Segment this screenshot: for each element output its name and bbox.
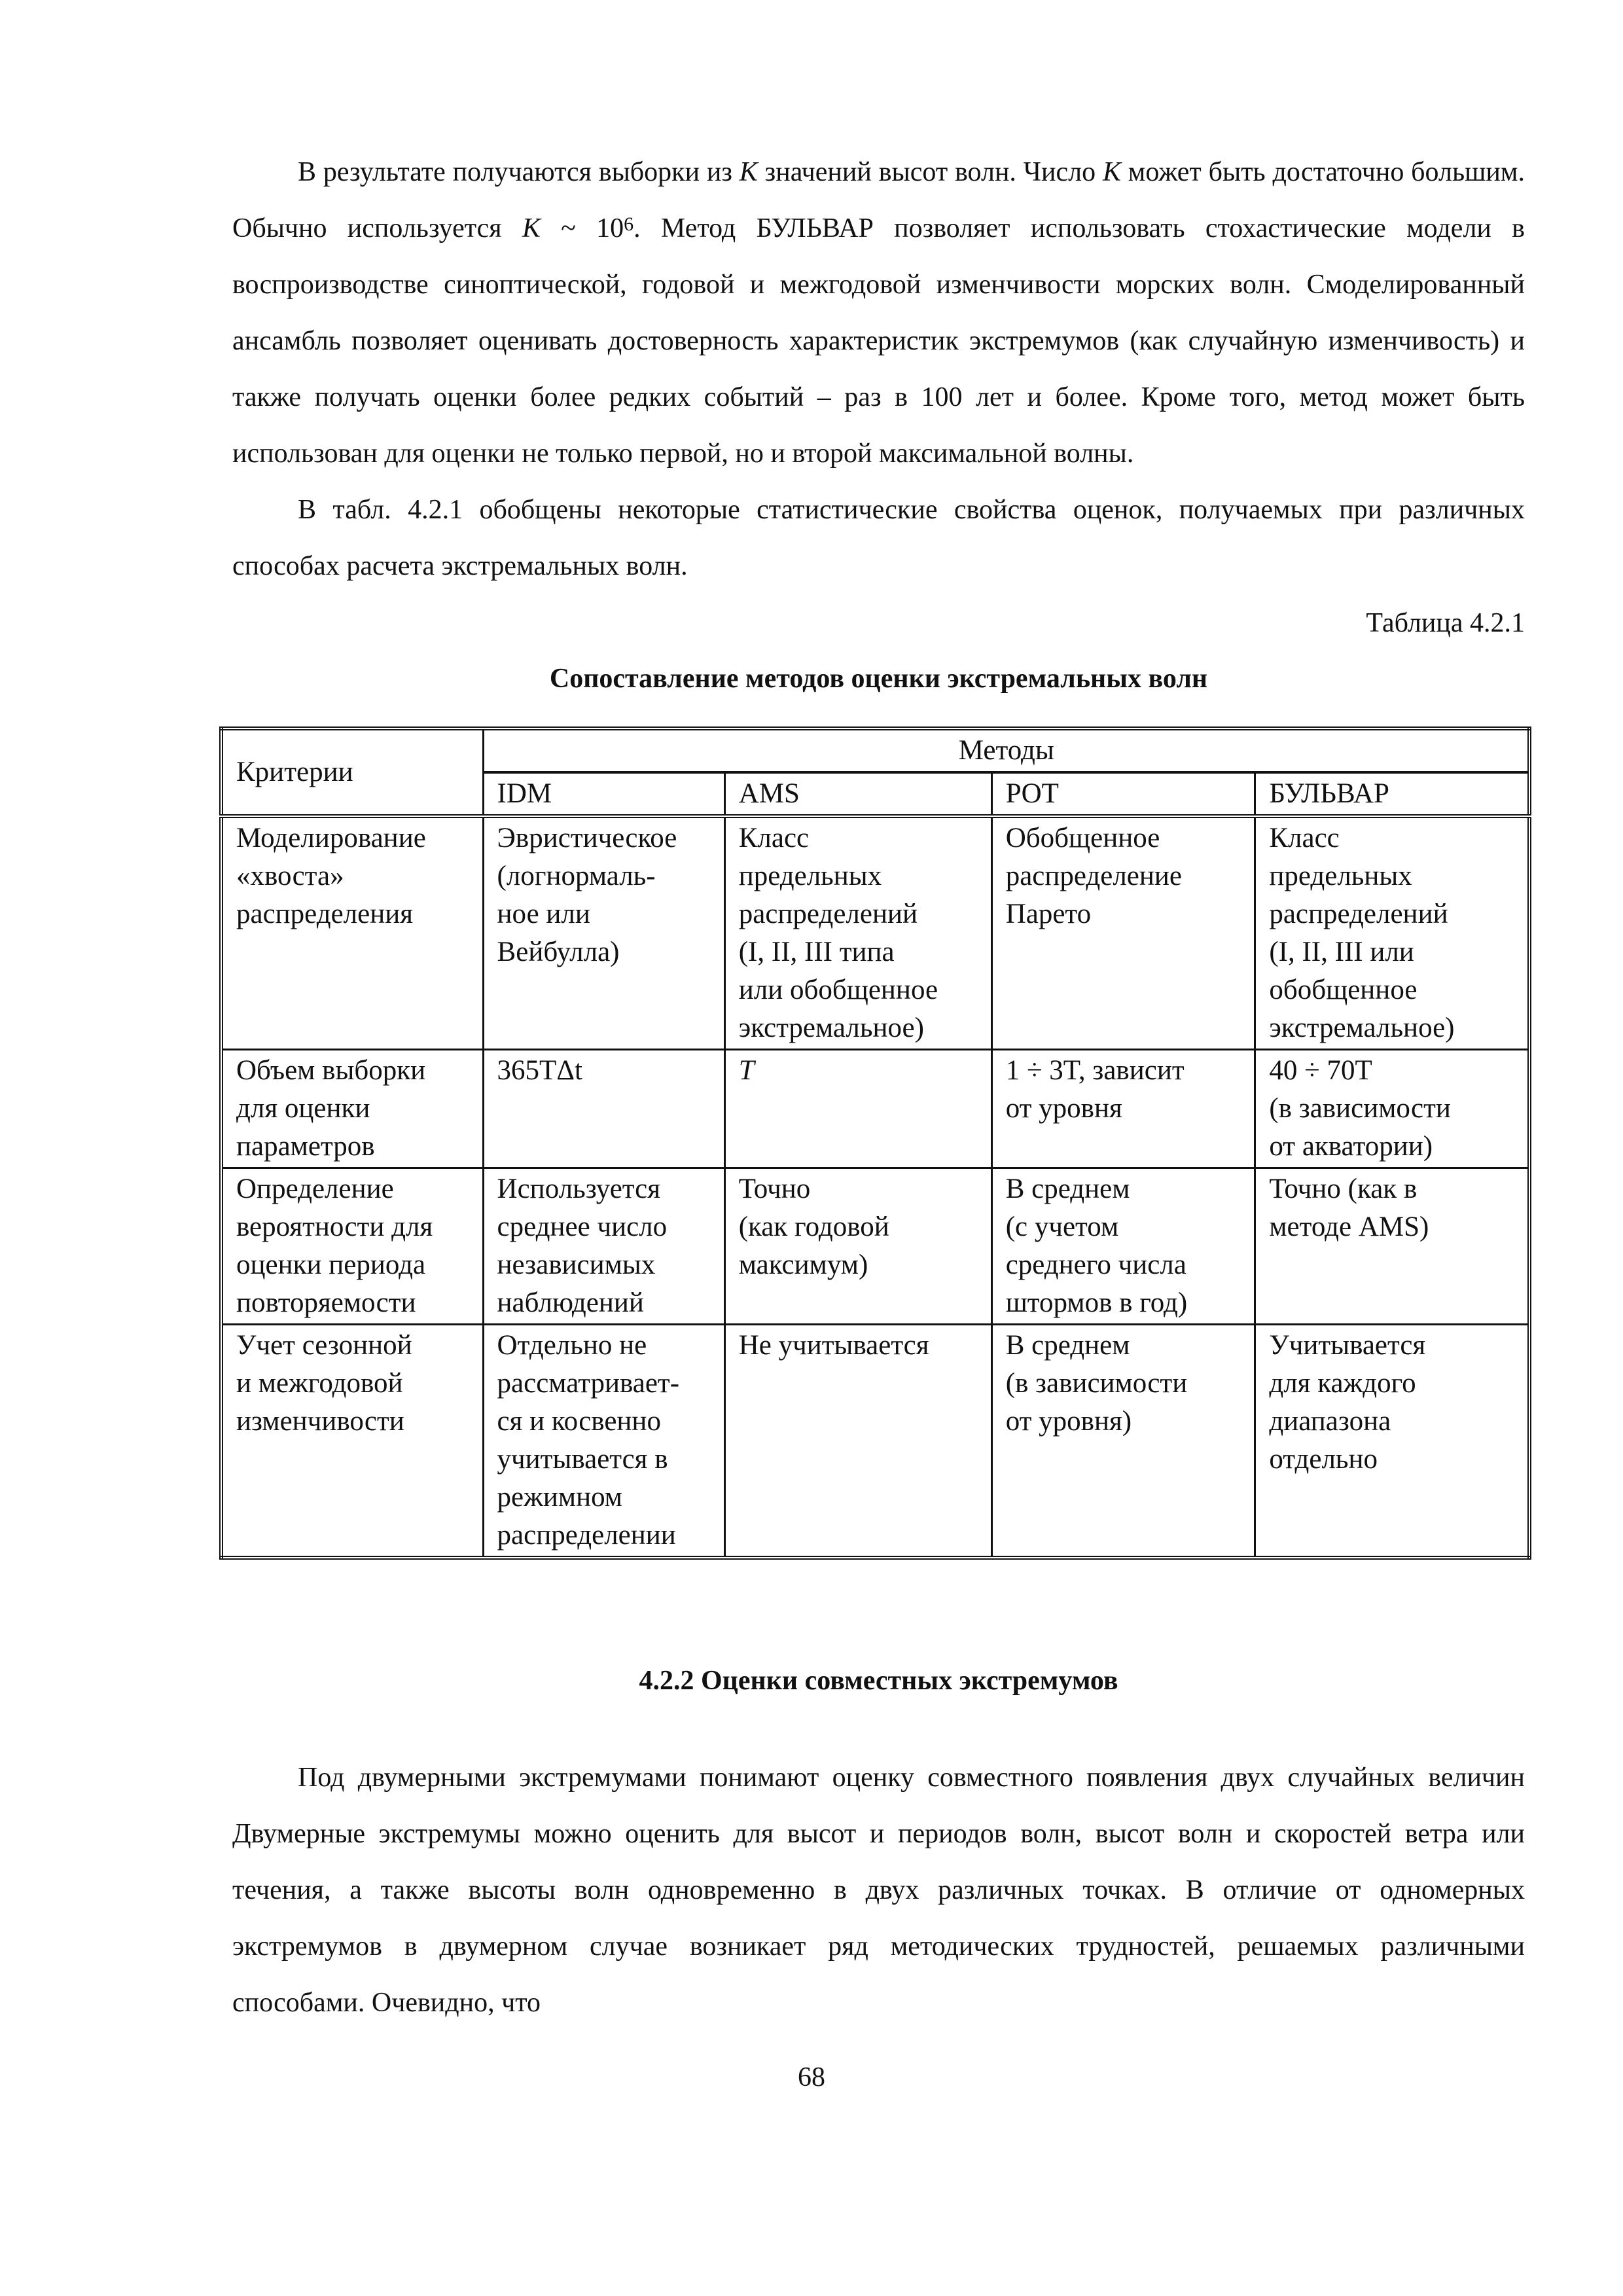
table-cell: Точно (как в методе AMS) — [1255, 1168, 1529, 1325]
paragraph-table-intro: В табл. 4.2.1 обобщены некоторые статистические свойства оценок, получаемых при различных способах расчета экстремальных волн. — [232, 495, 1525, 581]
table-cell: В среднем (в зависимости от уровня) — [991, 1325, 1255, 1558]
header-method-idm: IDM — [483, 772, 724, 816]
table-cell: Точно (как годовой максимум) — [724, 1168, 991, 1325]
criterion-cell: Учет сезонной и межгодовой изменчивости — [221, 1325, 483, 1558]
table-row — [221, 1325, 1529, 1558]
paragraph-text: . Метод БУЛЬВАР позволяет использовать стохастические модели в воспроизводстве синоптической, годовой и межгодовой изменчивости морских волн. Смоделированный ансамбль позволяет оценивать достоверность характеристик экстремумов (как случайную изменчивость) и также получать оценки более редких событий – раз в 100 лет и более. Кроме того, метод может быть использован для оценки не только первой, но и второй максимальной волны. — [232, 213, 1525, 469]
table-cell: 1 ÷ 3T, зависит от уровня — [991, 1050, 1255, 1168]
table-title: Сопоставление методов оценки экстремальных волн — [549, 664, 1208, 694]
table-cell: Учитывается для каждого диапазона отдельно — [1255, 1325, 1529, 1558]
paragraph-text: может быть достаточно большим. Обычно используется — [232, 157, 1525, 243]
header-methods: Методы — [483, 728, 1529, 772]
header-method-bulvar: БУЛЬВАР — [1255, 772, 1529, 816]
paragraph-results — [232, 144, 1525, 482]
paragraph-text: значений высот волн. Число — [757, 157, 1103, 187]
table-cell: 40 ÷ 70T (в зависимости от акватории) — [1255, 1050, 1529, 1168]
header-method-ams: AMS — [724, 772, 991, 816]
table-row — [221, 1050, 1529, 1168]
criterion-cell: Объем выборки для оценки параметров — [221, 1050, 483, 1168]
table-row — [221, 1168, 1529, 1325]
table-cell: Отдельно не рассматривает- ся и косвенно учитывается в режимном распределении — [483, 1325, 724, 1558]
variable-k: K — [739, 157, 758, 187]
table-cell: Класс предельных распределений (I, II, III типа или обобщенное экстремальное) — [724, 816, 991, 1050]
header-method-pot: POT — [991, 772, 1255, 816]
table-cell: В среднем (с учетом среднего числа штормов в год) — [991, 1168, 1255, 1325]
header-criteria: Критерии — [221, 728, 483, 816]
formula-base: ~ 10 — [540, 213, 624, 243]
paragraph-joint-extremes: Под двумерными экстремумами понимают оценку совместного появления двух случайных величин Двумерные экстремумы можно оценить для высот и периодов волн, высот волн и скоростей ветра или течения, а также высоты волн одновременно в двух различных точках. В отличие от одномерных экстремумов в двумерном случае возникает ряд методических трудностей, решаемых различными способами. Очевидно, что — [232, 1763, 1525, 2018]
table-cell: Класс предельных распределений (I, II, III или обобщенное экстремальное) — [1255, 816, 1529, 1050]
paragraph-text: В результате получаются выборки из — [298, 157, 740, 187]
section-title: 4.2.2 Оценки совместных экстремумов — [639, 1666, 1118, 1696]
variable-k: K — [1102, 157, 1121, 187]
table-number: Таблица 4.2.1 — [1366, 608, 1525, 638]
formula — [522, 213, 633, 243]
formula-exponent: 6 — [624, 213, 634, 235]
criterion-cell: Моделирование «хвоста» распределения — [221, 816, 483, 1050]
comparison-table — [219, 726, 1531, 1560]
formula-variable: K — [522, 213, 541, 243]
table-header-row — [221, 728, 1529, 772]
table-cell: T — [724, 1050, 991, 1168]
criterion-cell: Определение вероятности для оценки периода повторяемости — [221, 1168, 483, 1325]
page-number: 68 — [798, 2062, 825, 2092]
table-row — [221, 816, 1529, 1050]
page-content — [232, 144, 1525, 2031]
table-cell: Обобщенное распределение Парето — [991, 816, 1255, 1050]
table-cell: Используется среднее число независимых наблюдений — [483, 1168, 724, 1325]
table-cell: Не учитывается — [724, 1325, 991, 1558]
table-cell: Эвристическое (логнормаль- ное или Вейбулла) — [483, 816, 724, 1050]
table-cell: 365TΔt — [483, 1050, 724, 1168]
